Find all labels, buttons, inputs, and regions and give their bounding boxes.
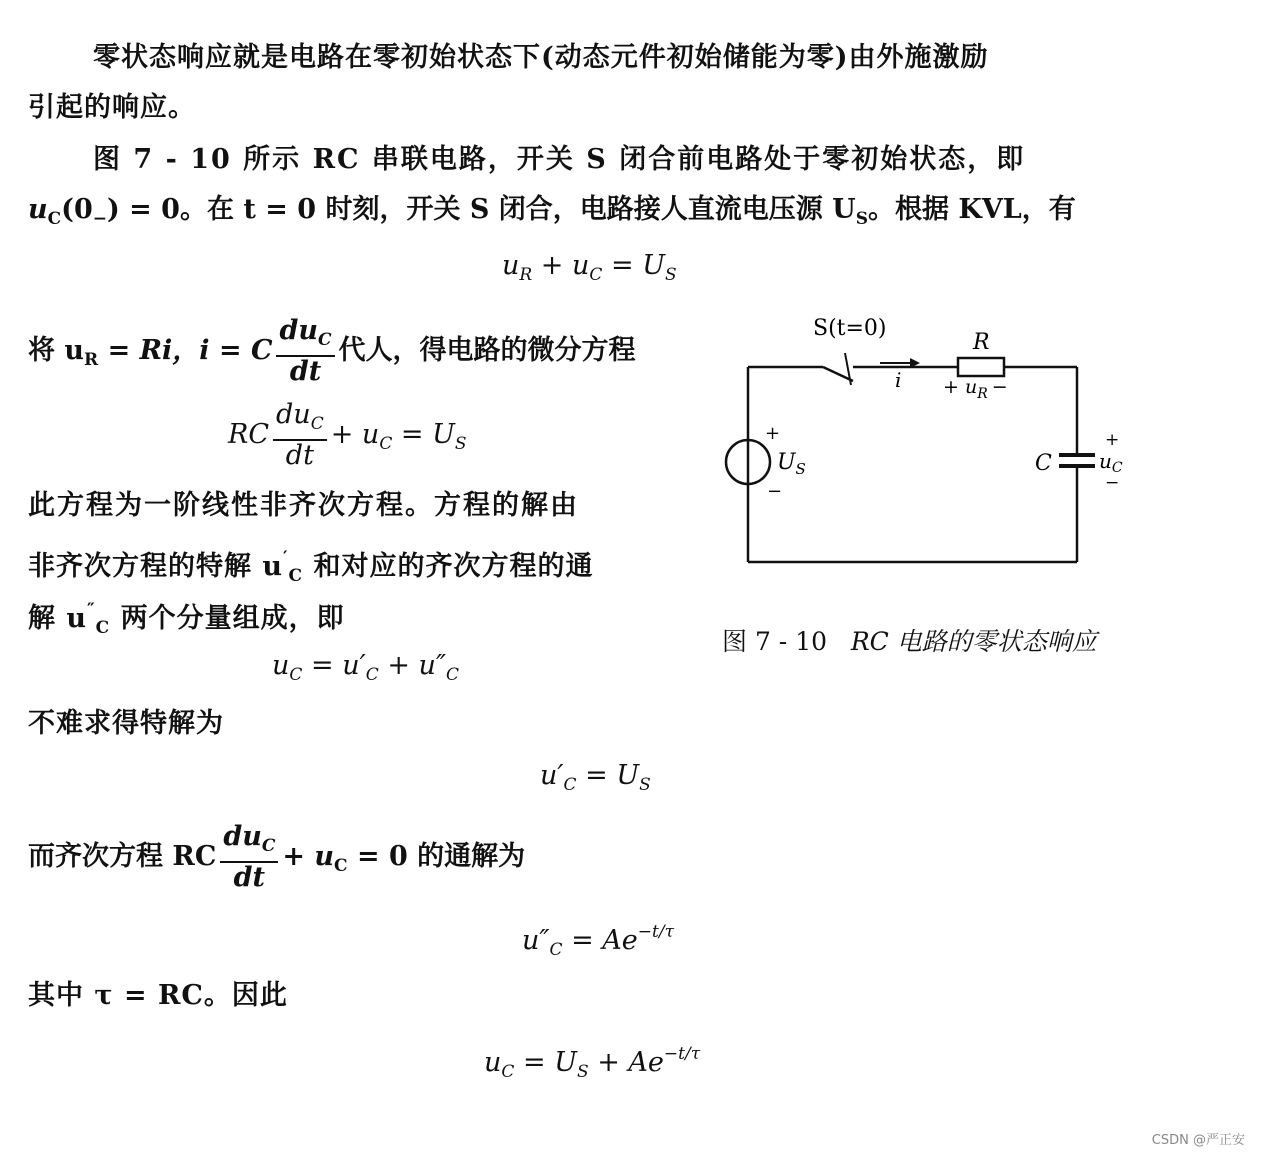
paragraph-5: 而齐次方程 RC $\frac{du_C}{dt}$ + $u_C = 0$ 的通解为 [28,821,526,893]
zero-minus-sub: − [92,209,107,229]
ur-label: + $u_R$ − [943,376,1008,402]
paragraph-2-line-1: 图 7 - 10 所示 RC 串联电路，开关 S 闭合前电路处于零初始状态，即 [93,144,1026,175]
paragraph-1-line-2: 引起的响应。 [28,92,196,123]
du-dt-fraction: $\frac{du_C}{dt}$ [276,316,334,387]
substitution-line: 将 $u_R = Ri$，i = C $\frac{du_C}{dt}$ 代人，得电路的微分方程 [28,315,636,387]
figure-number: 图 7 - 10 [722,627,828,656]
paragraph-1-line-1: 零状态响应就是电路在零初始状态下(动态元件初始储能为零)由外施激励 [93,42,989,73]
resistor-label: R [973,330,990,355]
differential-equation: RC $\frac{du_C}{dt}$ + $u_C = U_S$ [228,399,467,471]
paragraph-4: 不难求得特解为 [28,708,224,739]
capacitor-label: C [1035,451,1052,476]
uc-symbol: u [28,194,48,225]
paragraph-3-line-1: 此方程为一阶线性非齐次方程。方程的解由 [28,490,579,521]
source-label: $U_S$ [777,450,806,478]
paragraph-6: 其中 τ = RC。因此 [28,980,288,1011]
paragraph-2-line-2-text: ) = 0。在 t = 0 时刻，开关 S 闭合，电路接人直流电压源 U [106,194,856,225]
switch-pivot [845,353,851,385]
uc-label: $u_C$ [1099,449,1123,476]
paragraph-3-line-2: 非齐次方程的特解 $u'_C$ 和对应的齐次方程的通 [28,548,594,586]
figure-title: RC 电路的零状态响应 [850,627,1097,656]
kvl-equation: $u_R + u_C = U_S$ [502,250,677,285]
paragraph-2-line-2 [28,192,1076,237]
source-plus: + [765,423,781,444]
final-solution: $u_C = U_S + Ae^{-t/\tau}$ [484,1044,701,1082]
uc-plus: + [1105,430,1120,450]
source-minus: − [767,481,783,502]
particular-solution: $u'_C = U_S$ [540,760,651,795]
us-subscript: S [855,209,868,229]
paragraph-3-line-3: 解 $u''_C$ 两个分量组成，即 [28,600,345,638]
figure-caption [722,622,1097,658]
watermark: CSDN @严正安 [1151,1133,1245,1148]
homogeneous-solution: $u''_C = Ae^{-t/\tau}$ [522,922,674,960]
current-label: i [895,368,902,392]
solution-sum-equation: $u_C = u'_C + u''_C$ [272,650,460,685]
resistor [958,358,1004,376]
rc-circuit-diagram [715,305,1123,575]
uc-subscript: C [47,209,62,229]
uc-minus: − [1105,473,1120,493]
switch-label: S(t=0) [813,316,887,341]
paragraph-2-line-2-end: 。根据 KVL，有 [867,194,1076,225]
zero-minus: (0 [61,194,93,225]
